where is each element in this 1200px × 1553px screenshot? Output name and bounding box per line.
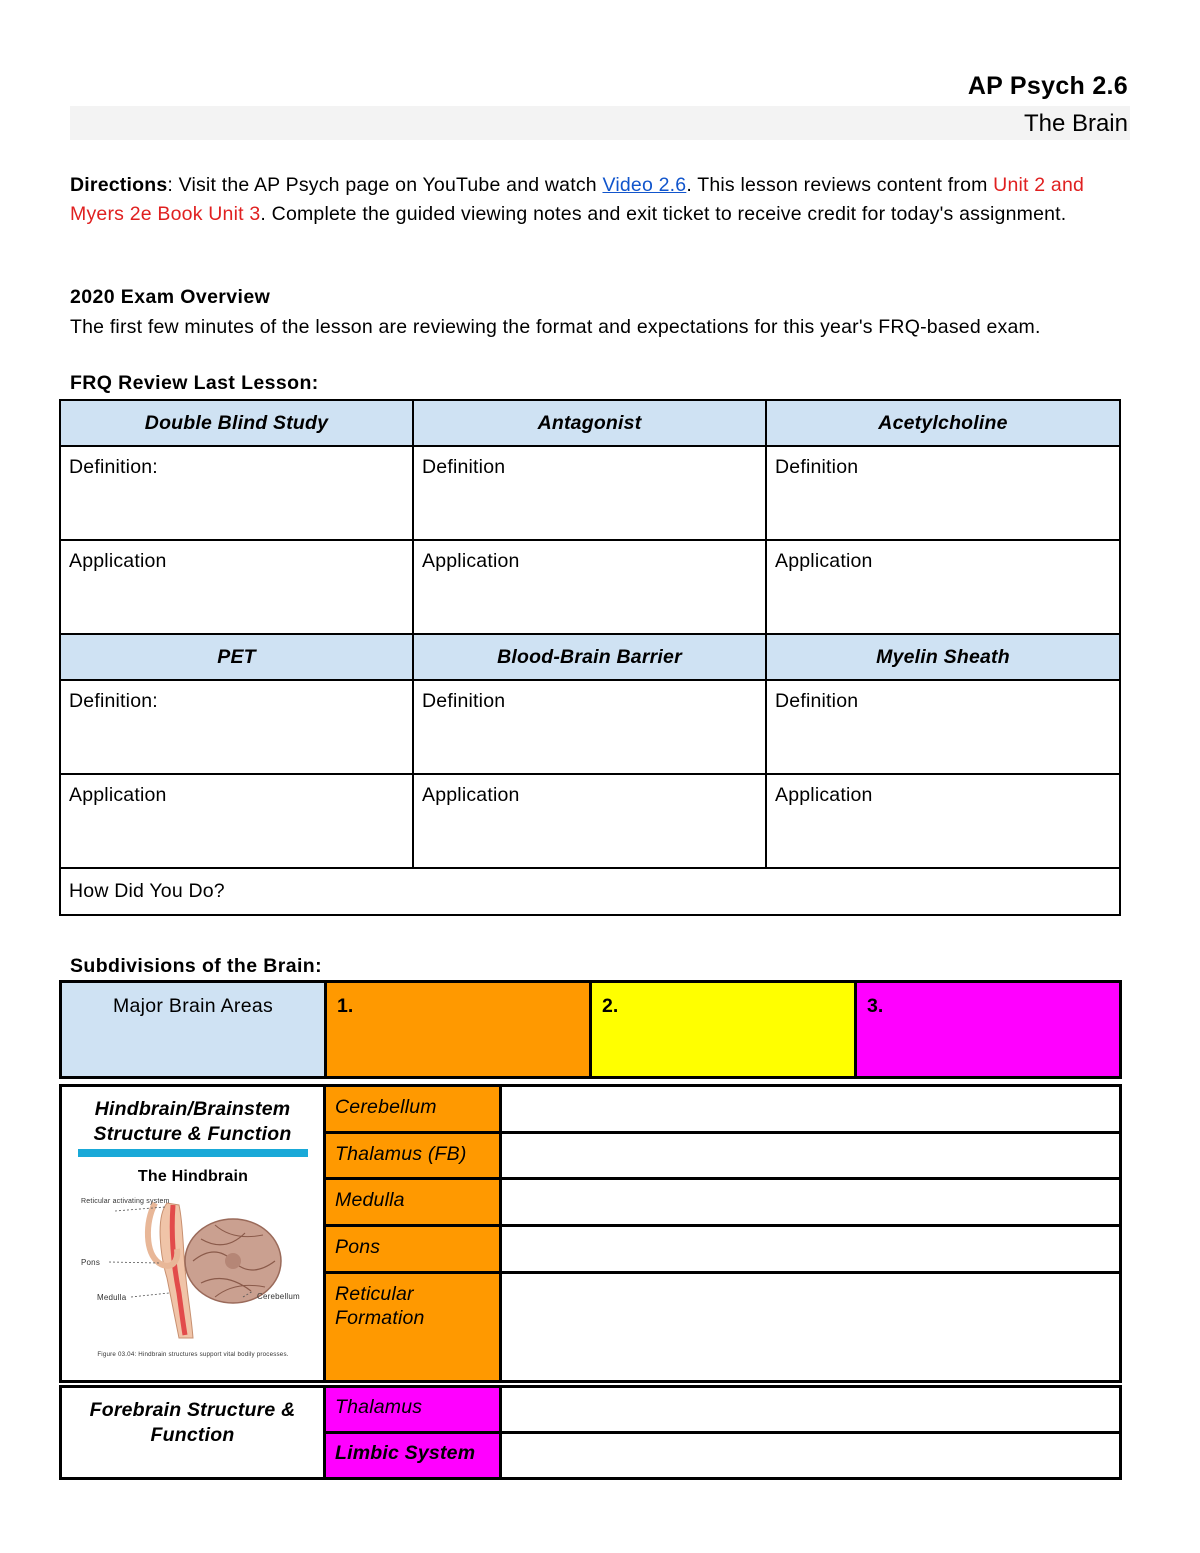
definition-cell[interactable]: Definition: [413, 680, 766, 774]
subdivisions-heading: Subdivisions of the Brain:: [70, 955, 322, 977]
application-cell[interactable]: Application: [413, 774, 766, 868]
directions-unit-ref: Unit 2 and Myers 2e Book Unit 3: [70, 174, 1085, 225]
hindbrain-structure-reticular-formation: Reticular Formation: [325, 1272, 501, 1382]
hindbrain-table: [59, 1084, 1122, 1383]
hindbrain-diagram: [75, 1163, 311, 1370]
diagram-label-ras: Reticular activating system: [80, 1198, 170, 1205]
frq-header-cell: Acetylcholine: [766, 400, 1120, 446]
hindbrain-answer-cell[interactable]: [501, 1132, 1121, 1179]
directions-text-1: : Visit the AP Psych page on YouTube and watch: [167, 174, 603, 196]
page-subtitle: The Brain: [1023, 110, 1128, 137]
forebrain-structure-thalamus: Thalamus: [325, 1387, 501, 1433]
forebrain-answer-cell[interactable]: [501, 1433, 1121, 1479]
hindbrain-structure-thalamus-fb: Thalamus (FB): [325, 1132, 501, 1179]
brain-area-3-cell[interactable]: 3.: [856, 982, 1121, 1078]
forebrain-structure-limbic-system: Limbic System: [325, 1433, 501, 1479]
brain-area-1-cell[interactable]: 1.: [326, 982, 591, 1078]
diagram-label-cerebellum: Cerebellum: [256, 1292, 300, 1301]
definition-cell[interactable]: Definition: [413, 446, 766, 540]
header-band: [70, 106, 1130, 140]
hindbrain-title-line-2: Structure & Function: [93, 1123, 292, 1145]
diagram-label-pons: Pons: [80, 1258, 100, 1267]
directions-text-3: . Complete the guided viewing notes and exit ticket to receive credit for today's assignment.: [260, 203, 1067, 225]
hindbrain-underline-bar: [78, 1149, 308, 1157]
hindbrain-structure-medulla: Medulla: [325, 1179, 501, 1226]
overview-text: The first few minutes of the lesson are reviewing the format and expectations for this year's FRQ-based exam.: [70, 316, 1041, 338]
application-cell[interactable]: Application: [60, 774, 413, 868]
hindbrain-answer-cell[interactable]: [501, 1086, 1121, 1133]
application-cell[interactable]: Application: [60, 540, 413, 634]
application-cell[interactable]: Application: [766, 774, 1120, 868]
definition-cell[interactable]: Definition:: [60, 680, 413, 774]
hindbrain-diagram-svg: [75, 1163, 311, 1363]
hindbrain-answer-cell[interactable]: [501, 1179, 1121, 1226]
hindbrain-diagram-title: The Hindbrain: [137, 1168, 248, 1185]
definition-cell[interactable]: Definition: [766, 446, 1120, 540]
major-brain-areas-table: [59, 980, 1122, 1079]
how-did-you-do-cell[interactable]: How Did You Do?: [60, 868, 1120, 915]
definition-cell[interactable]: Definition: [766, 680, 1120, 774]
directions-text-2: . This lesson reviews content from: [686, 174, 994, 196]
application-cell[interactable]: Application: [413, 540, 766, 634]
hindbrain-structure-pons: Pons: [325, 1225, 501, 1272]
frq-header-cell: Antagonist: [413, 400, 766, 446]
hindbrain-title-line-1: Hindbrain/Brainstem: [94, 1098, 291, 1120]
major-brain-areas-label: Major Brain Areas: [61, 982, 326, 1078]
frq-header-cell: Blood-Brain Barrier: [413, 634, 766, 680]
diagram-caption: Figure 03.04: Hindbrain structures support vital bodily processes.: [96, 1351, 289, 1358]
hindbrain-answer-cell[interactable]: [501, 1272, 1121, 1382]
forebrain-table: [59, 1385, 1122, 1480]
overview-heading: 2020 Exam Overview: [70, 286, 271, 308]
hindbrain-title-cell: [61, 1086, 325, 1382]
hindbrain-structure-cerebellum: Cerebellum: [325, 1086, 501, 1133]
frq-header-cell: Myelin Sheath: [766, 634, 1120, 680]
page-title: AP Psych 2.6: [967, 72, 1128, 100]
frq-heading: FRQ Review Last Lesson:: [70, 372, 319, 394]
directions-label: Directions: [70, 174, 168, 196]
frq-review-table: [59, 399, 1121, 916]
forebrain-answer-cell[interactable]: [501, 1387, 1121, 1433]
video-link[interactable]: Video 2.6: [602, 174, 687, 196]
frq-header-cell: PET: [60, 634, 413, 680]
frq-header-cell: Double Blind Study: [60, 400, 413, 446]
forebrain-title-cell: Forebrain Structure & Function: [61, 1387, 325, 1479]
brain-area-2-cell[interactable]: 2.: [591, 982, 856, 1078]
directions-paragraph: [70, 171, 1130, 229]
definition-cell[interactable]: Definition:: [60, 446, 413, 540]
application-cell[interactable]: Application: [766, 540, 1120, 634]
hindbrain-answer-cell[interactable]: [501, 1225, 1121, 1272]
diagram-label-medulla: Medulla: [96, 1293, 126, 1302]
